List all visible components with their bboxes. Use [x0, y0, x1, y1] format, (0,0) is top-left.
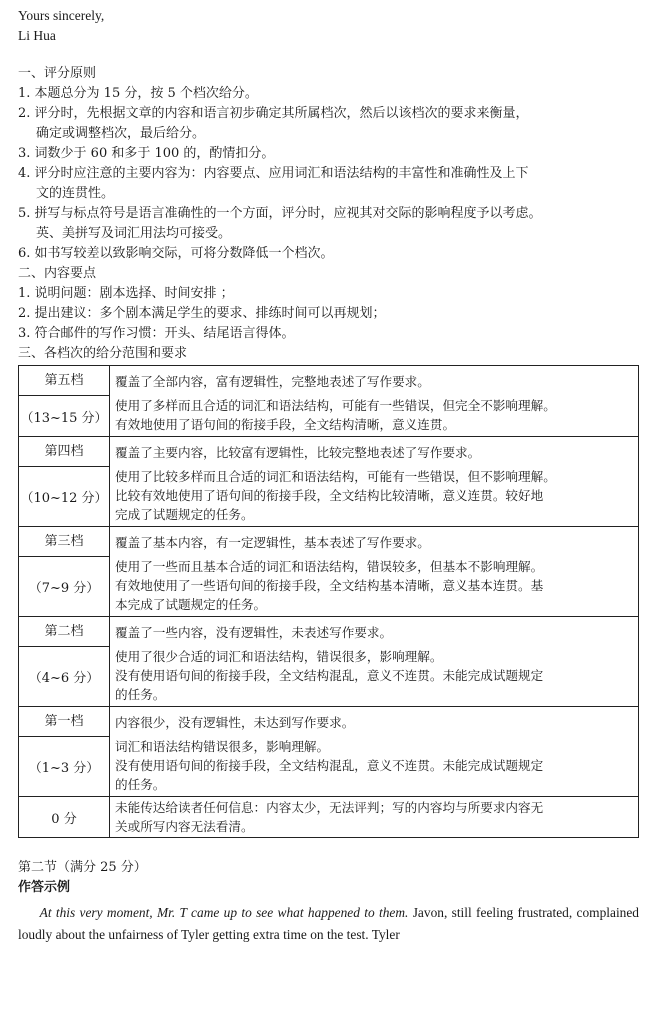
band-score-range: （7~9 分） [28, 581, 100, 596]
grade-band-row [19, 707, 639, 797]
principle-item: 6. 如书写较差以致影响交际，可将分数降低一个档次。 [18, 246, 334, 261]
grade-zero-row [19, 797, 639, 838]
section2-heading: 第二节（满分 25 分） [18, 860, 147, 875]
essay-italic-sentence: At this very moment, Mr. T came up to see what happened to them. [39, 905, 409, 920]
band-language-criterion: 比较有效地使用了语句间的衔接手段，全文结构比较清晰，意义连贯。较好地 [115, 488, 544, 503]
band-language-criterion: 有效地使用了语句间的衔接手段，全文结构清晰，意义连贯。 [115, 417, 456, 432]
band-language-criterion: 本完成了试题规定的任务。 [115, 597, 267, 612]
band-label-cell [19, 366, 110, 437]
content-point-item: 2. 提出建议：多个剧本满足学生的要求、排练时间可以再规划； [18, 306, 386, 321]
band-language-criterion: 使用了比较多样而且合适的词汇和语法结构，可能有一些错误，但不影响理解。 [115, 469, 556, 484]
closing-sign-off: Yours sincerely, [18, 8, 105, 23]
grading-table [18, 365, 639, 838]
points-list [18, 284, 639, 344]
band-name: 第五档 [19, 366, 109, 396]
band-language-criterion: 完成了试题规定的任务。 [115, 507, 254, 522]
principle-item: 文的连贯性。 [36, 186, 115, 201]
principle-item: 4. 评分时应注意的主要内容为：内容要点、应用词汇和语法结构的丰富性和准确性及上下 [18, 166, 529, 181]
band-label-cell [19, 437, 110, 527]
levels-heading: 三、各档次的给分范围和要求 [18, 346, 188, 361]
band-language-criterion: 的任务。 [115, 777, 166, 792]
zero-criterion-line: 关或所写内容无法看清。 [115, 819, 254, 834]
essay-continuation: Javon, still feeling frustrated, complained loudly about the unfairness of Tyler getting extra time on the test. Tyler [18, 905, 639, 942]
band-content-criterion: 覆盖了基本内容，有一定逻辑性，基本表述了写作要求。 [115, 535, 430, 550]
sample-heading: 作答示例 [18, 880, 71, 895]
band-content-criterion: 覆盖了主要内容，比较富有逻辑性，比较完整地表述了写作要求。 [115, 445, 481, 460]
closing-name: Li Hua [18, 28, 56, 43]
grade-band-row [19, 617, 639, 707]
zero-band-description [110, 797, 639, 838]
band-name: 第四档 [19, 437, 109, 467]
band-content-criterion: 覆盖了一些内容，没有逻辑性，未表述写作要求。 [115, 625, 393, 640]
band-language-criterion: 使用了多样而且合适的词汇和语法结构，可能有一些错误，但完全不影响理解。 [115, 398, 556, 413]
band-label-cell [19, 617, 110, 707]
band-language-criterion: 没有使用语句间的衔接手段，全文结构混乱，意义不连贯。未能完成试题规定 [115, 668, 544, 683]
band-name: 第三档 [19, 527, 109, 557]
band-language-criterion: 没有使用语句间的衔接手段，全文结构混乱，意义不连贯。未能完成试题规定 [115, 758, 544, 773]
band-score-range: （13~15 分） [20, 410, 108, 426]
grade-band-row [19, 527, 639, 617]
zero-band-label: 0 分 [19, 797, 110, 838]
grade-band-row [19, 437, 639, 527]
band-name: 第二档 [19, 617, 109, 647]
band-label-cell [19, 527, 110, 617]
band-description-cell [110, 707, 639, 797]
principle-item: 3. 词数少于 60 和多于 100 的，酌情扣分。 [18, 146, 275, 161]
grade-band-row [19, 366, 639, 437]
content-point-item: 1. 说明问题：剧本选择、时间安排 ； [18, 286, 234, 301]
principle-item: 1. 本题总分为 15 分，按 5 个档次给分。 [18, 86, 258, 101]
band-score-range: （10~12 分） [20, 491, 108, 506]
zero-criterion-line: 未能传达给读者任何信息：内容太少，无法评判；写的内容均与所要求内容无 [115, 800, 544, 815]
band-label-cell [19, 707, 110, 797]
points-heading: 二、内容要点 [18, 266, 97, 281]
band-name: 第一档 [19, 707, 109, 737]
band-language-criterion: 使用了很少合适的词汇和语法结构，错误很多，影响理解。 [115, 649, 443, 664]
principle-item: 确定或调整档次，最后给分。 [36, 126, 206, 141]
band-content-criterion: 覆盖了全部内容，富有逻辑性，完整地表述了写作要求。 [115, 374, 430, 389]
band-content-criterion: 内容很少，没有逻辑性，未达到写作要求。 [115, 715, 355, 730]
band-description-cell [110, 366, 639, 437]
band-score-range: （4~6 分） [28, 671, 100, 686]
band-description-cell [110, 437, 639, 527]
band-language-criterion: 的任务。 [115, 687, 166, 702]
principle-item: 英、美拼写及词汇用法均可接受。 [36, 226, 232, 241]
band-description-cell [110, 527, 639, 617]
band-language-criterion: 词汇和语法结构错误很多，影响理解。 [115, 739, 330, 754]
band-score-range: （1~3 分） [28, 761, 100, 776]
principle-item: 2. 评分时，先根据文章的内容和语言初步确定其所属档次，然后以该档次的要求来衡量， [18, 106, 529, 121]
band-description-cell [110, 617, 639, 707]
principle-item: 5. 拼写与标点符号是语言准确性的一个方面，评分时，应视其对交际的影响程度予以考虑。 [18, 206, 542, 221]
band-language-criterion: 有效地使用了一些语句间的衔接手段，全文结构基本清晰，意义基本连贯。基 [115, 578, 544, 593]
band-language-criterion: 使用了一些而且基本合适的词汇和语法结构，错误较多，但基本不影响理解。 [115, 559, 544, 574]
sample-essay [18, 902, 639, 946]
content-point-item: 3. 符合邮件的写作习惯：开头、结尾语言得体。 [18, 326, 295, 341]
principles-list [18, 84, 639, 264]
principles-heading: 一、评分原则 [18, 66, 97, 81]
